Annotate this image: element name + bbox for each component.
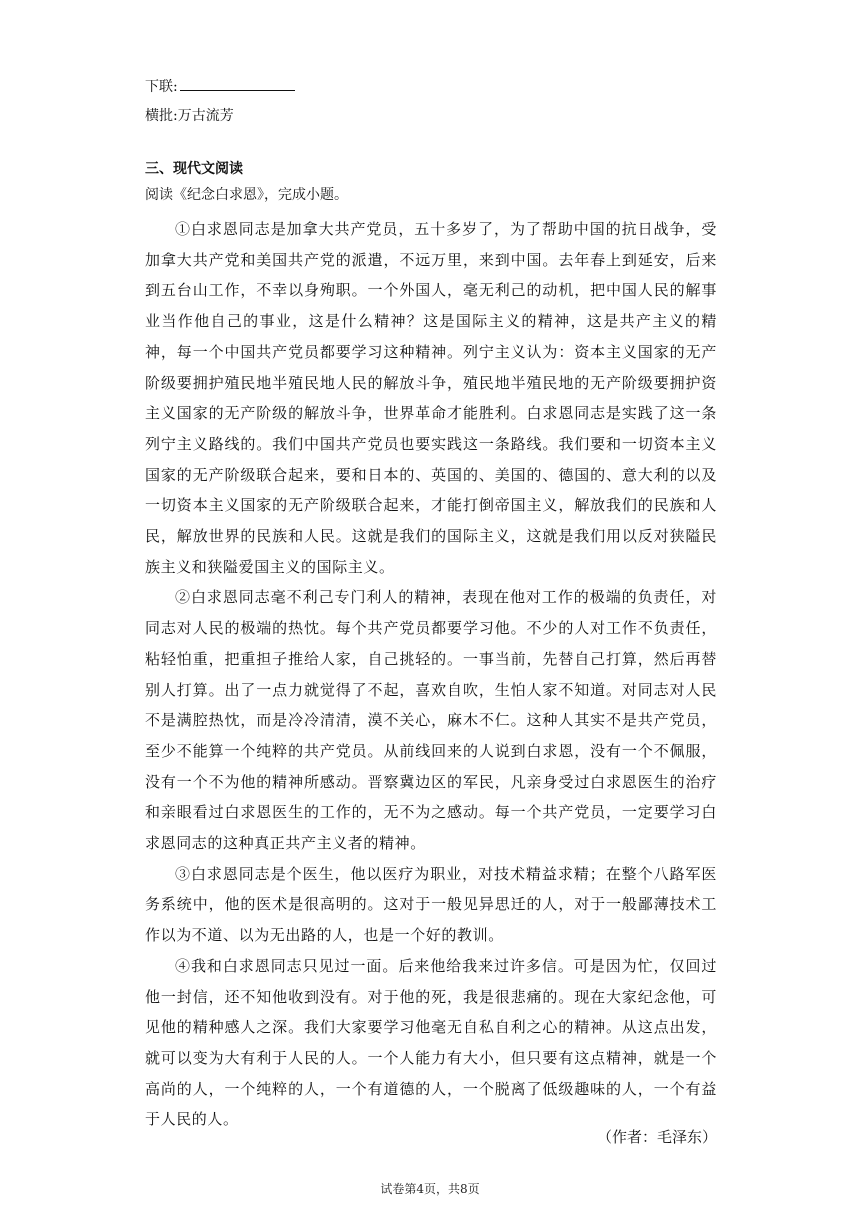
article-paragraph-1: ①白求恩同志是加拿大共产党员，五十多岁了，为了帮助中国的抗日战争，受加拿大共产党和美国共产党的派遣，不远万里，来到中国。去年春上到延安，后来到五台山工作，不幸以身殉职。一个外国人，毫无利己的动机，把中国人民的解事业当作他自己的事业，这是什么精神？这是国际主义的精神，这是共产主义的精神，每一个中国共产党员都要学习这种精神。列宁主义认为：资本主义国家的无产阶级要拥护殖民地半殖民地人民的解放斗争，殖民地半殖民地的无产阶级要拥护资主义国家的无产阶级的解放斗争，世界革命才能胜利。白求恩同志是实践了这一条列宁主义路线的。我们中国共产党员也要实践这一条路线。我们要和一切资本主义国家的无产阶级联合起来，要和日本的、英国的、美国的、德国的、意大利的以及一切资本主义国家的无产阶级联合起来，才能打倒帝国主义，解放我们的民族和人民，解放世界的民族和人民。这就是我们的国际主义，这就是我们用以反对狭隘民族主义和狭隘爱国主义的国际主义。 (145, 220, 717, 576)
article-body (145, 214, 717, 1135)
couplet-horizontal-value: 万古流芳 (177, 108, 234, 124)
article-author: （作者：毛泽东） (596, 1128, 717, 1146)
couplet-horizontal-label: 横批: (145, 108, 178, 124)
couplet-lower-line (145, 76, 295, 96)
couplet-lower-blank[interactable] (180, 76, 295, 91)
section-title: 三、现代文阅读 (145, 161, 243, 177)
article-paragraph-2: ②白求恩同志毫不利己专门利人的精神，表现在他对工作的极端的负责任，对同志对人民的极端的热忱。每个共产党员都要学习他。不少的人对工作不负责任，粘轻怕重，把重担子推给人家，自己挑轻的。一事当前，先替自己打算，然后再替别人打算。出了一点力就觉得了不起，喜欢自吹，生怕人家不知道。对同志对人民不是满腔热忱，而是冷冷清清，漠不关心，麻木不仁。这种人其实不是共产党员，至少不能算一个纯粹的共产党员。从前线回来的人说到白求恩，没有一个不佩服，没有一个不为他的精神所感动。晋察冀边区的军民，凡亲身受过白求恩医生的治疗和亲眼看过白求恩医生的工作的，无不为之感动。每一个共产党员，一定要学习白求恩同志的这种真正共产主义者的精神。 (145, 588, 717, 853)
reading-instruction: 阅读《纪念白求恩》，完成小题。 (145, 187, 348, 203)
article-paragraph-4: ④我和白求恩同志只见过一面。后来他给我来过许多信。可是因为忙，仅回过他一封信，还不知他收到没有。对于他的死，我是很悲痛的。现在大家纪念他，可见他的精种感人之深。我们大家要学习他毫无自私自利之心的精神。从这点出发，就可以变为大有利于人民的人。一个人能力有大小，但只要有这点精神，就是一个高尚的人，一个纯粹的人，一个有道德的人，一个脱离了低级趣味的人，一个有益于人民的人。 (145, 956, 717, 1129)
article-paragraph-3: ③白求恩同志是个医生，他以医疗为职业，对技术精益求精；在整个八路军医务系统中，他的医术是很高明的。这对于一般见异思迁的人，对于一般鄙薄技术工作以为不道、以为无出路的人，也是一个好的教训。 (145, 864, 717, 945)
couplet-lower-label: 下联: (145, 79, 178, 95)
couplet-horizontal-line (145, 107, 234, 125)
page-footer: 试卷第4页，共8页 (380, 1182, 480, 1196)
